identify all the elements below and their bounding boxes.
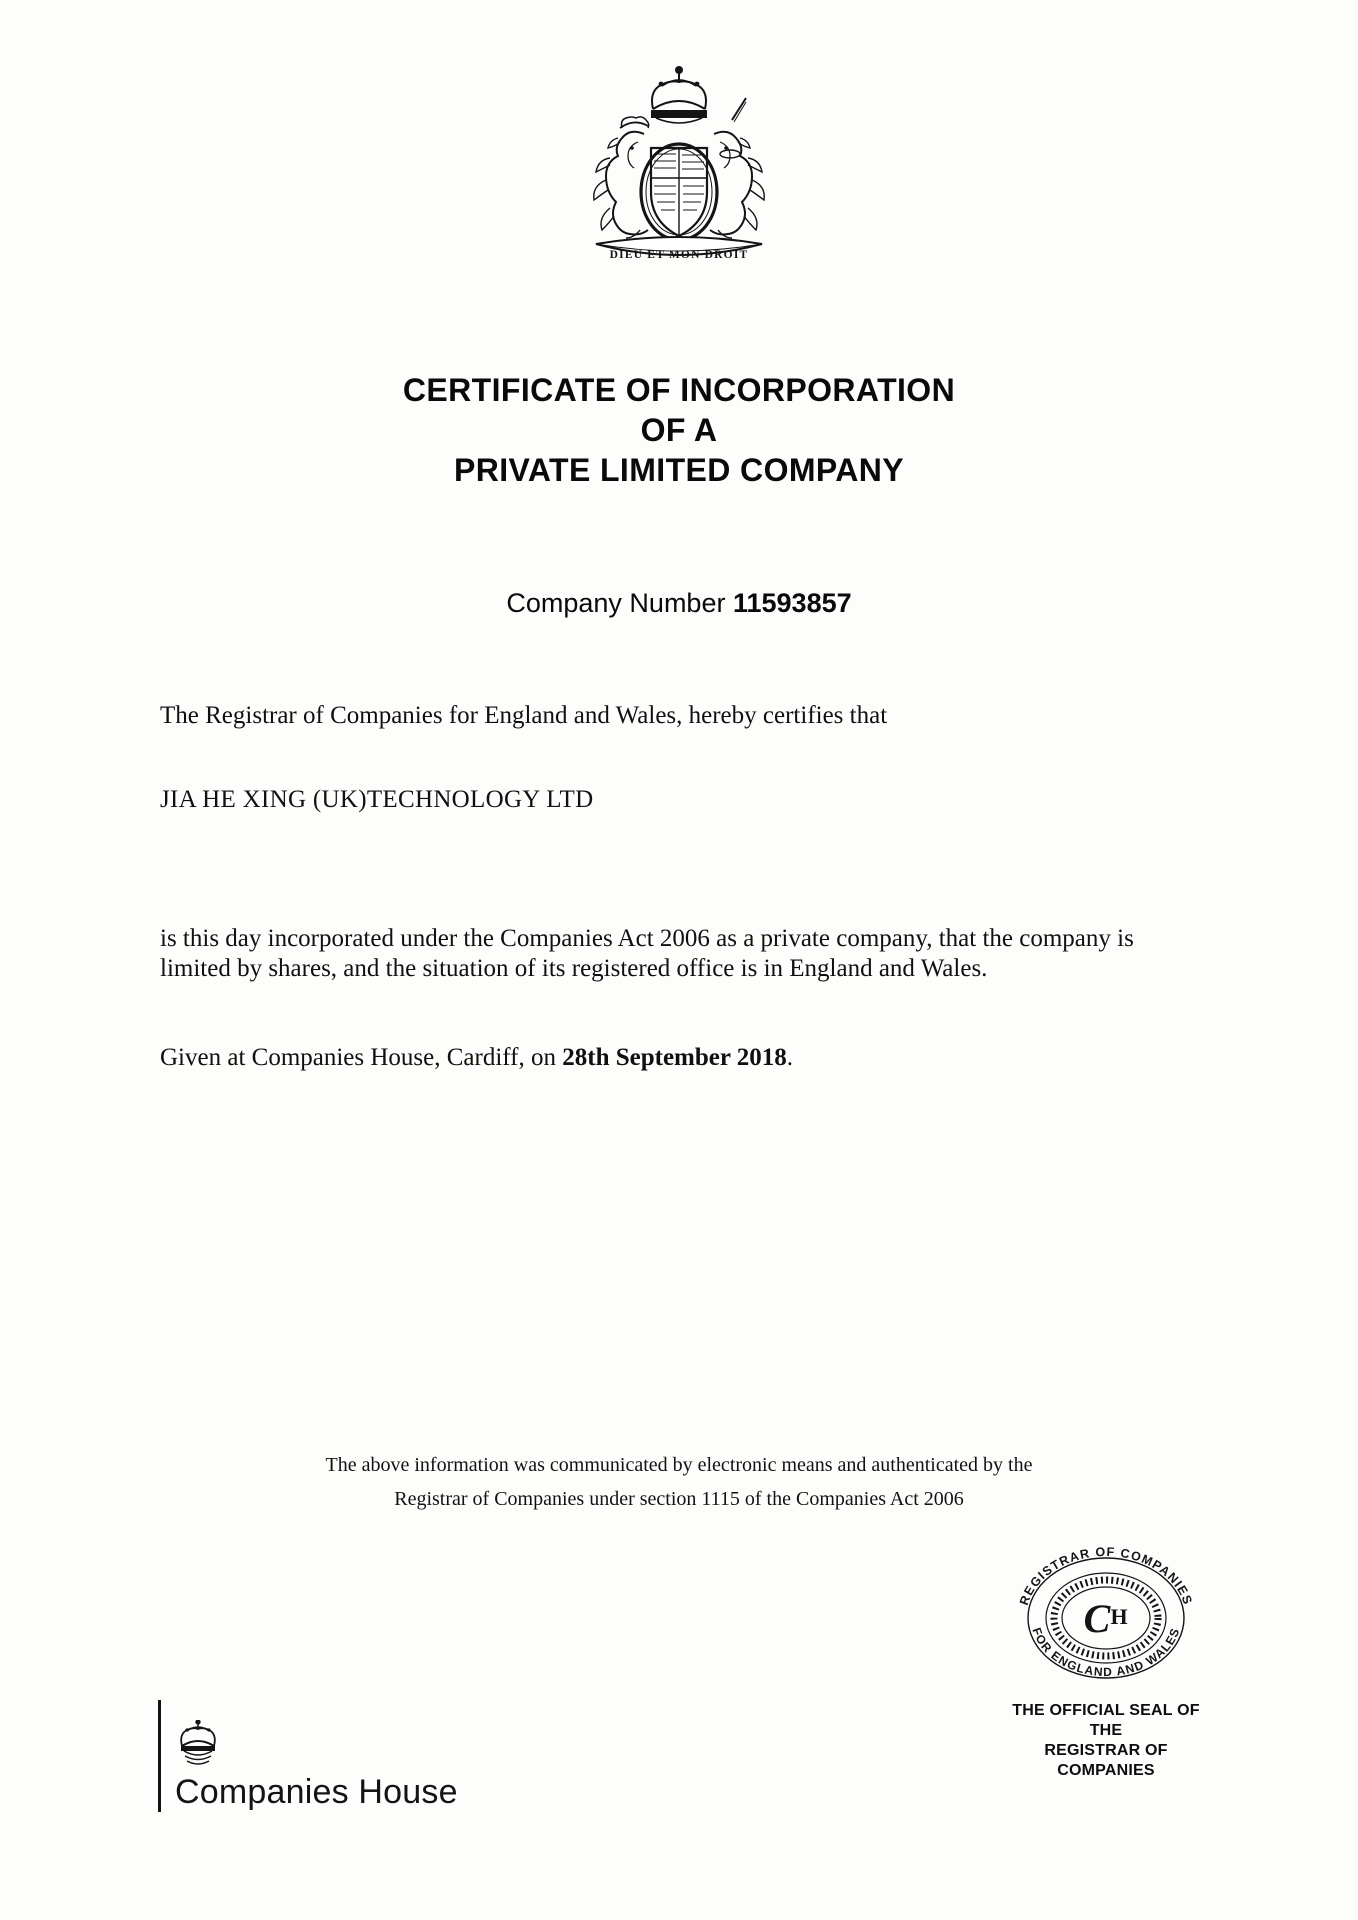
royal-coat-of-arms — [0, 62, 1358, 277]
crown-mark-icon — [177, 1720, 219, 1772]
companies-house-wordmark: Companies House — [175, 1773, 458, 1811]
official-seal — [996, 1540, 1216, 1781]
logo-divider — [158, 1700, 161, 1812]
svg-text:H: H — [1110, 1604, 1128, 1629]
company-number-label: Company Number — [506, 588, 726, 618]
authentication-note — [0, 1448, 1358, 1516]
seal-caption-line-1: THE OFFICIAL SEAL OF THE — [1012, 1702, 1200, 1739]
document-title — [0, 370, 1358, 490]
given-prefix: Given at Companies House, Cardiff, on — [160, 1044, 563, 1071]
given-at-line — [160, 1042, 1200, 1074]
svg-text:DIEU ET MON DROIT: DIEU ET MON DROIT — [609, 249, 749, 261]
incorporation-paragraph: is this day incorporated under the Companies Act 2006 as a private company, that the company is limited by shares, and the situation of its registered office is in England and Wales. — [160, 925, 1134, 982]
companies-house-logo — [158, 1700, 458, 1812]
registrar-statement: The Registrar of Companies for England and Wales, hereby certifies that — [160, 702, 888, 729]
title-line-1: CERTIFICATE OF INCORPORATION — [402, 372, 956, 408]
svg-text:FOR ENGLAND AND WALES: FOR ENGLAND AND WALES — [1029, 1625, 1183, 1680]
given-date: 28th September 2018 — [562, 1044, 787, 1071]
svg-text:REGISTRAR OF COMPANIES: REGISTRAR OF COMPANIES — [1016, 1544, 1196, 1608]
seal-caption-line-2: REGISTRAR OF COMPANIES — [1044, 1742, 1168, 1779]
authentication-note-line-2: Registrar of Companies under section 1115 of the Companies Act 2006 — [394, 1488, 964, 1510]
title-line-3: PRIVATE LIMITED COMPANY — [453, 452, 905, 488]
certificate-body — [160, 700, 1200, 1074]
company-number-value: 11593857 — [732, 588, 852, 618]
company-name: JIA HE XING (UK)TECHNOLOGY LTD — [160, 786, 594, 813]
given-suffix: . — [786, 1044, 794, 1071]
company-number-line — [0, 588, 1358, 619]
seal-caption — [996, 1701, 1216, 1781]
royal-arms-icon — [544, 62, 814, 277]
svg-text:C: C — [1083, 1596, 1111, 1641]
official-seal-icon — [1001, 1540, 1211, 1690]
authentication-note-line-1: The above information was communicated by electronic means and authenticated by the — [325, 1454, 1033, 1476]
title-line-2: OF A — [640, 412, 718, 448]
